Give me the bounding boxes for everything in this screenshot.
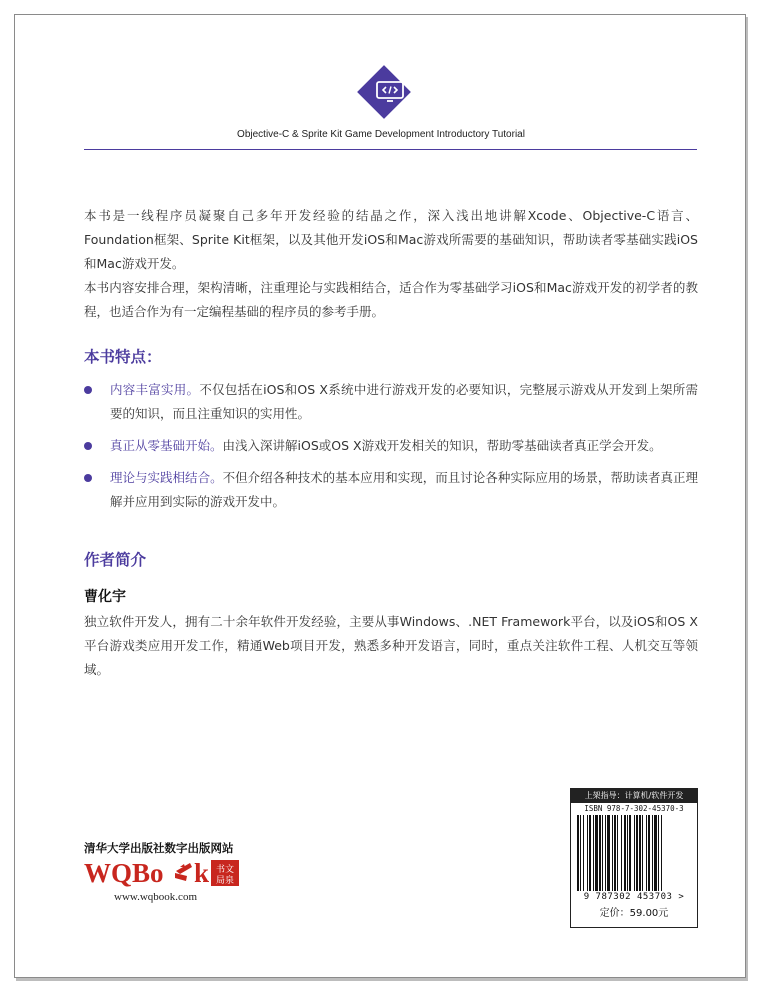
english-subtitle: Objective-C & Sprite Kit Game Development Introductory Tutorial	[237, 129, 525, 140]
feature-text: 不仅包括在iOS和OS X系统中进行游戏开发的必要知识，完整展示游戏从开发到上架所需要的知识，而且注重知识的实用性。	[110, 382, 698, 421]
intro-paragraph-1: 本书是一线程序员凝聚自己多年开发经验的结晶之作，深入浅出地讲解Xcode、Objective-C语言、Foundation框架、Sprite Kit框架，以及其他开发iOS和Mac游戏所需要的基础知识，帮助读者零基础实践iOS和Mac游戏开发。	[84, 208, 698, 271]
bullet-dot-icon	[84, 442, 92, 450]
feature-item	[84, 378, 698, 426]
shelving-category: 上架指导：计算机/软件开发	[571, 789, 697, 803]
features-heading: 本书特点：	[84, 348, 162, 366]
author-heading: 作者简介	[84, 551, 147, 569]
feature-text: 不但介绍各种技术的基本应用和实现，而且讨论各种实际应用的场景，帮助读者真正理解并应用到实际的游戏开发中。	[110, 470, 698, 509]
publisher-url: www.wqbook.com	[114, 891, 197, 903]
bullet-dot-icon	[84, 386, 92, 394]
publisher-name: 清华大学出版社数字出版网站	[84, 841, 234, 855]
bullet-dot-icon	[84, 474, 92, 482]
feature-lead: 理论与实践相结合。	[110, 470, 223, 485]
svg-text:局泉: 局泉	[215, 876, 235, 886]
header-divider	[84, 149, 697, 150]
intro-paragraph-2: 本书内容安排合理，架构清晰，注重理论与实践相结合，适合作为零基础学习iOS和Mac游戏开发的初学者的教程，也适合作为有一定编程基础的程序员的参考手册。	[84, 280, 698, 319]
feature-item	[84, 466, 698, 514]
barcode-box	[570, 788, 698, 928]
barcode-digits: 9 787302 453703 >	[583, 892, 685, 902]
feature-lead: 内容丰富实用。	[110, 382, 200, 397]
feature-lead: 真正从零基础开始。	[110, 438, 223, 453]
author-bio: 独立软件开发人，拥有二十余年软件开发经验，主要从事Windows、.NET Framework平台，以及iOS和OS X平台游戏类应用开发工作，精通Web项目开发，熟悉多种开发语言，同时，重点关注软件工程、人机交互等领域。	[84, 614, 698, 677]
price: 定价：59.00元	[599, 908, 669, 919]
svg-text:书文: 书文	[215, 865, 235, 875]
logo-text-tail: k	[194, 858, 210, 888]
logo-text-main: WQBo	[84, 858, 164, 888]
barcode-bars-icon	[575, 815, 693, 891]
code-monitor-icon	[371, 78, 409, 108]
wqbook-logo	[84, 857, 244, 889]
logo-hand-icon	[175, 863, 192, 881]
feature-item	[84, 434, 698, 458]
author-name: 曹化宇	[84, 589, 126, 605]
feature-text: 由浅入深讲解iOS或OS X游戏开发相关的知识，帮助零基础读者真正学会开发。	[222, 438, 662, 453]
isbn-text: ISBN 978-7-302-45370-3	[584, 804, 684, 813]
